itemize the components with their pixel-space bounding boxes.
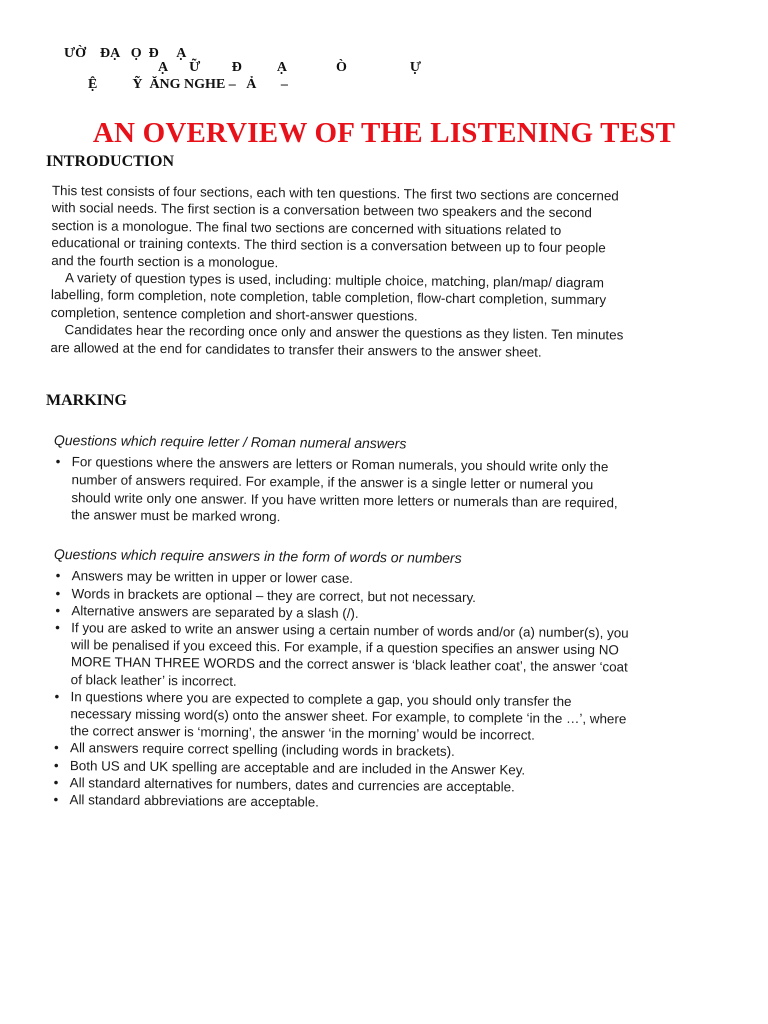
intro-paragraph: This test consists of four sections, each with ten questions. The first two sections are concerned with social needs. The first section is a conversation between two speakers and the second section is a monologue. The final two sections are concerned with situations related to educational or training contexts. The third section is a conversation between up to four people and the fourth section is a monologue. xyxy=(51,182,619,270)
word-answers-subheading: Questions which require answers in the form of words or numbers xyxy=(53,546,462,566)
word-answers-section xyxy=(51,546,633,814)
list-item: • Alternative answers are separated by a slash (/). xyxy=(53,602,633,625)
letter-answers-list xyxy=(53,453,634,529)
list-item: • All answers require correct spelling (including words in brackets). xyxy=(52,739,632,762)
list-item: • For questions where the answers are letters or Roman numerals, you should write only the number of answers required. For example, if the answer is a single letter or numeral you should write only one answer. If you have written more letters or numerals than are required, the answer must be marked wrong. xyxy=(53,453,634,529)
intro-paragraph: Candidates hear the recording once only and answer the questions as they listen. Ten minutes are allowed at the end for candidates to transfer their answers to the answer sheet. xyxy=(50,322,624,360)
list-item: • All standard abbreviations are acceptable. xyxy=(51,791,631,814)
introduction-heading: INTRODUCTION xyxy=(46,153,175,170)
list-item: • In questions where you are expected to complete a gap, you should only transfer the necessary missing word(s) onto the answer sheet. For example, to complete ‘in the …’, where the correct answer is ‘morning’, the answer ‘in the morning’ would be incorrect. xyxy=(52,688,632,745)
letter-answers-subheading: Questions which require letter / Roman numeral answers xyxy=(53,432,407,452)
letter-answers-section xyxy=(53,432,634,529)
page-title: AN OVERVIEW OF THE LISTENING TEST xyxy=(92,117,676,150)
list-item: • Both US and UK spelling are acceptable and are included in the Answer Key. xyxy=(52,757,632,780)
header-garbled-line-2: Ạ Ữ Đ Ạ Ò Ự xyxy=(158,60,422,75)
header-garbled-line-3: Ệ Ỹ ĂNG NGHE – Ả – xyxy=(88,77,288,92)
word-answers-list xyxy=(51,567,633,813)
list-item: • If you are asked to write an answer using a certain number of words and/or (a) number(s), you will be penalised if you exceed this. For example, if a question specifies an answer using NO MORE THAN THREE WORDS and the correct answer is ‘black leather coat’, the answer ‘coat of black leather’ is incorrect. xyxy=(53,619,634,693)
marking-heading: MARKING xyxy=(46,392,127,409)
header-garbled-line-1: ƯỜ ĐẠ Ọ Đ Ạ xyxy=(64,46,187,61)
list-item: • All standard alternatives for numbers, dates and currencies are acceptable. xyxy=(52,774,632,797)
list-item: • Answers may be written in upper or lower case. xyxy=(54,567,634,590)
introduction-body xyxy=(50,182,632,362)
list-item: • Words in brackets are optional – they are correct, but not necessary. xyxy=(53,585,633,608)
intro-paragraph: A variety of question types is used, including: multiple choice, matching, plan/map/ diagram labelling, form completion, note completion, table completion, flow-chart completion, summary completion, sentence completion and short-answer questions. xyxy=(50,270,607,324)
